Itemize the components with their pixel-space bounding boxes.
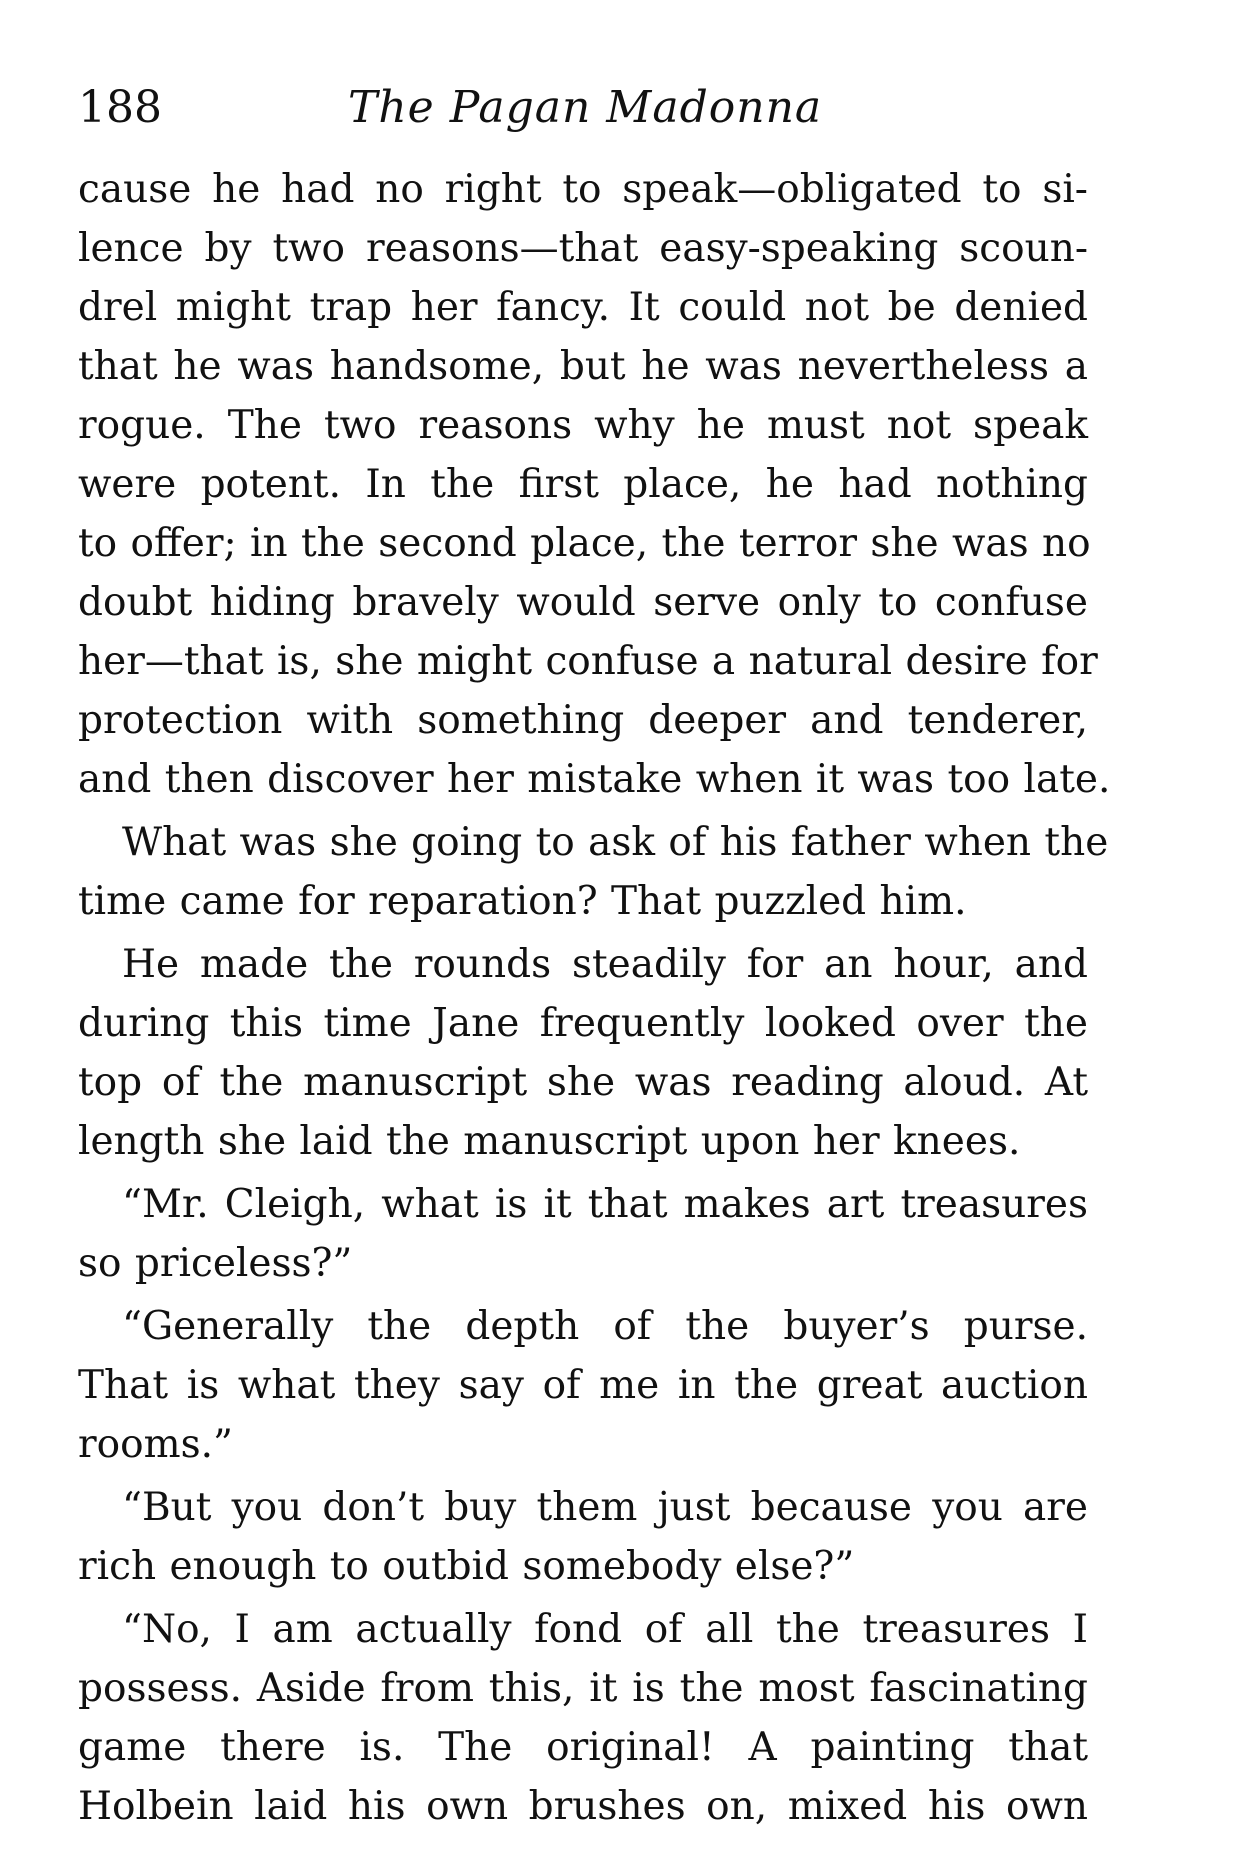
text-line: That is what they say of me in the great auction (78, 1363, 1088, 1408)
text-line: and then discover her mistake when it was too late. (78, 757, 1111, 802)
running-title: The Pagan Madonna (348, 82, 823, 133)
text-line: to offer; in the second place, the terror she was no (78, 521, 1091, 566)
body-text (78, 160, 1111, 1840)
text-line: during this time Jane frequently looked over the (78, 1001, 1088, 1046)
text-line: were potent. In the first place, he had nothing (78, 462, 1088, 507)
paragraph (78, 1175, 1088, 1293)
text-line: drel might trap her fancy. It could not be denied (78, 285, 1088, 330)
text-line: “Generally the depth of the buyer’s purse. (122, 1304, 1088, 1349)
text-line: game there is. The original! A painting that (78, 1725, 1088, 1770)
page-number: 188 (78, 82, 162, 133)
text-line: He made the rounds steadily for an hour, and (122, 942, 1088, 987)
paragraph (78, 1297, 1088, 1474)
paragraph (78, 160, 1111, 809)
text-line: protection with something deeper and tenderer, (78, 698, 1088, 743)
text-line: lence by two reasons—that easy-speaking scoun- (78, 226, 1088, 271)
text-line: rich enough to outbid somebody else?” (78, 1544, 855, 1589)
text-line: rooms.” (78, 1422, 233, 1467)
text-line: length she laid the manuscript upon her knees. (78, 1119, 1021, 1164)
text-line: What was she going to ask of his father when the (122, 820, 1109, 865)
text-line: doubt hiding bravely would serve only to confuse (78, 580, 1088, 625)
text-line: Holbein laid his own brushes on, mixed his own (78, 1784, 1088, 1829)
paragraph (78, 935, 1088, 1171)
text-line: “Mr. Cleigh, what is it that makes art treasures (122, 1182, 1088, 1227)
text-line: her—that is, she might confuse a natural desire for (78, 639, 1098, 684)
paragraph (78, 813, 1109, 931)
text-line: rogue. The two reasons why he must not speak (78, 403, 1088, 448)
running-head (78, 78, 1088, 138)
text-line: “No, I am actually fond of all the treasures I (122, 1607, 1088, 1652)
paragraph (78, 1600, 1088, 1836)
text-line: so priceless?” (78, 1241, 353, 1286)
text-line: possess. Aside from this, it is the most fascinating (78, 1666, 1088, 1711)
text-line: cause he had no right to speak—obligated to si- (78, 167, 1088, 212)
text-line: top of the manuscript she was reading aloud. At (78, 1060, 1088, 1105)
paragraph (78, 1478, 1088, 1596)
text-line: “But you don’t buy them just because you are (122, 1485, 1088, 1530)
text-line: time came for reparation? That puzzled him. (78, 879, 967, 924)
text-line: that he was handsome, but he was nevertheless a (78, 344, 1088, 389)
